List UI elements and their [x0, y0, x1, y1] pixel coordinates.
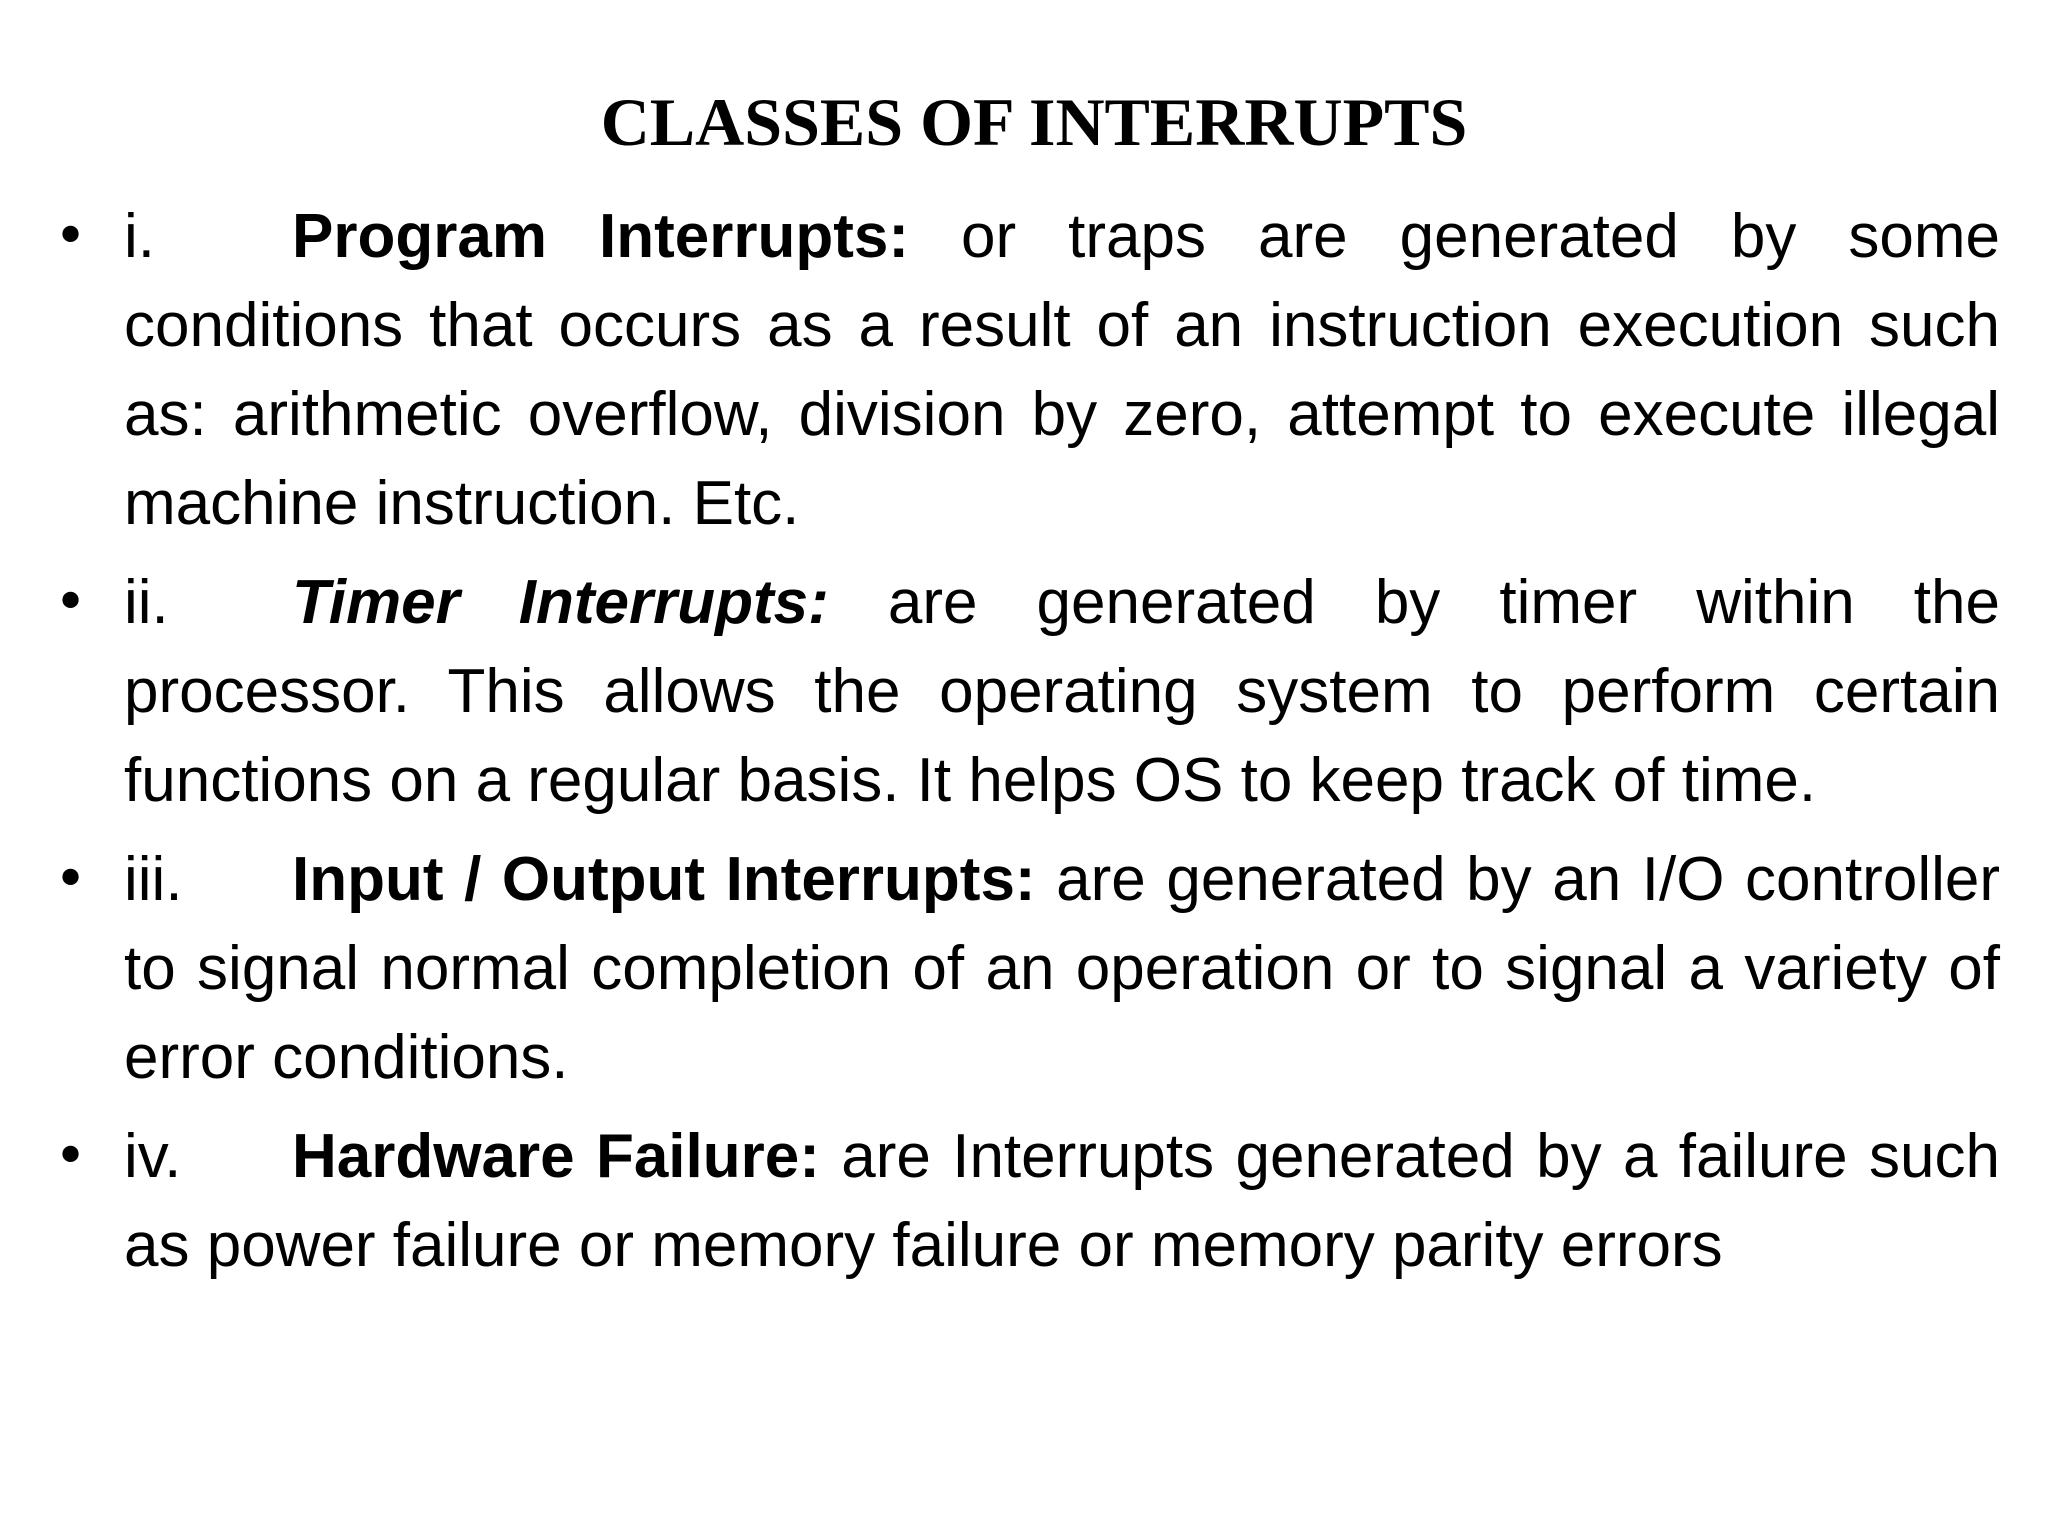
item-term: Program Interrupts: — [292, 202, 909, 271]
slide-title: CLASSES OF INTERRUPTS — [600, 84, 1468, 160]
bullet-item-timer-interrupts — [0, 558, 2000, 825]
item-number: i. — [124, 202, 155, 271]
item-number: iv. — [124, 1122, 182, 1191]
item-term: Hardware Failure: — [292, 1122, 820, 1191]
item-text: are generated by an I/O controller to signal normal completion of an operation or to signal a variety of error conditions. — [124, 845, 2000, 1092]
item-term: Timer Interrupts: — [292, 568, 829, 637]
bullet-item-hardware-failure — [0, 1112, 2000, 1290]
bullet-icon: • — [54, 847, 88, 912]
bullet-list — [0, 192, 2048, 1300]
bullet-icon: • — [54, 1124, 88, 1189]
bullet-icon: • — [54, 204, 88, 269]
bullet-item-io-interrupts — [0, 835, 2000, 1102]
item-text: are Interrupts generated by a failure such as power failure or memory failure or memory parity errors — [124, 1122, 2000, 1280]
bullet-icon: • — [54, 570, 88, 635]
item-term: Input / Output Interrupts: — [292, 845, 1036, 914]
bullet-item-program-interrupts — [0, 192, 2000, 548]
item-text: are generated by timer within the processor. This allows the operating system to perform certain functions on a regular basis. It helps OS to keep track of time. — [124, 568, 2000, 815]
item-number: ii. — [124, 568, 169, 637]
item-number: iii. — [124, 845, 183, 914]
item-text: or traps are generated by some conditions that occurs as a result of an instruction execution such as: arithmetic overflow, division by zero, attempt to execute illegal machine instruction. Etc. — [124, 202, 2000, 538]
